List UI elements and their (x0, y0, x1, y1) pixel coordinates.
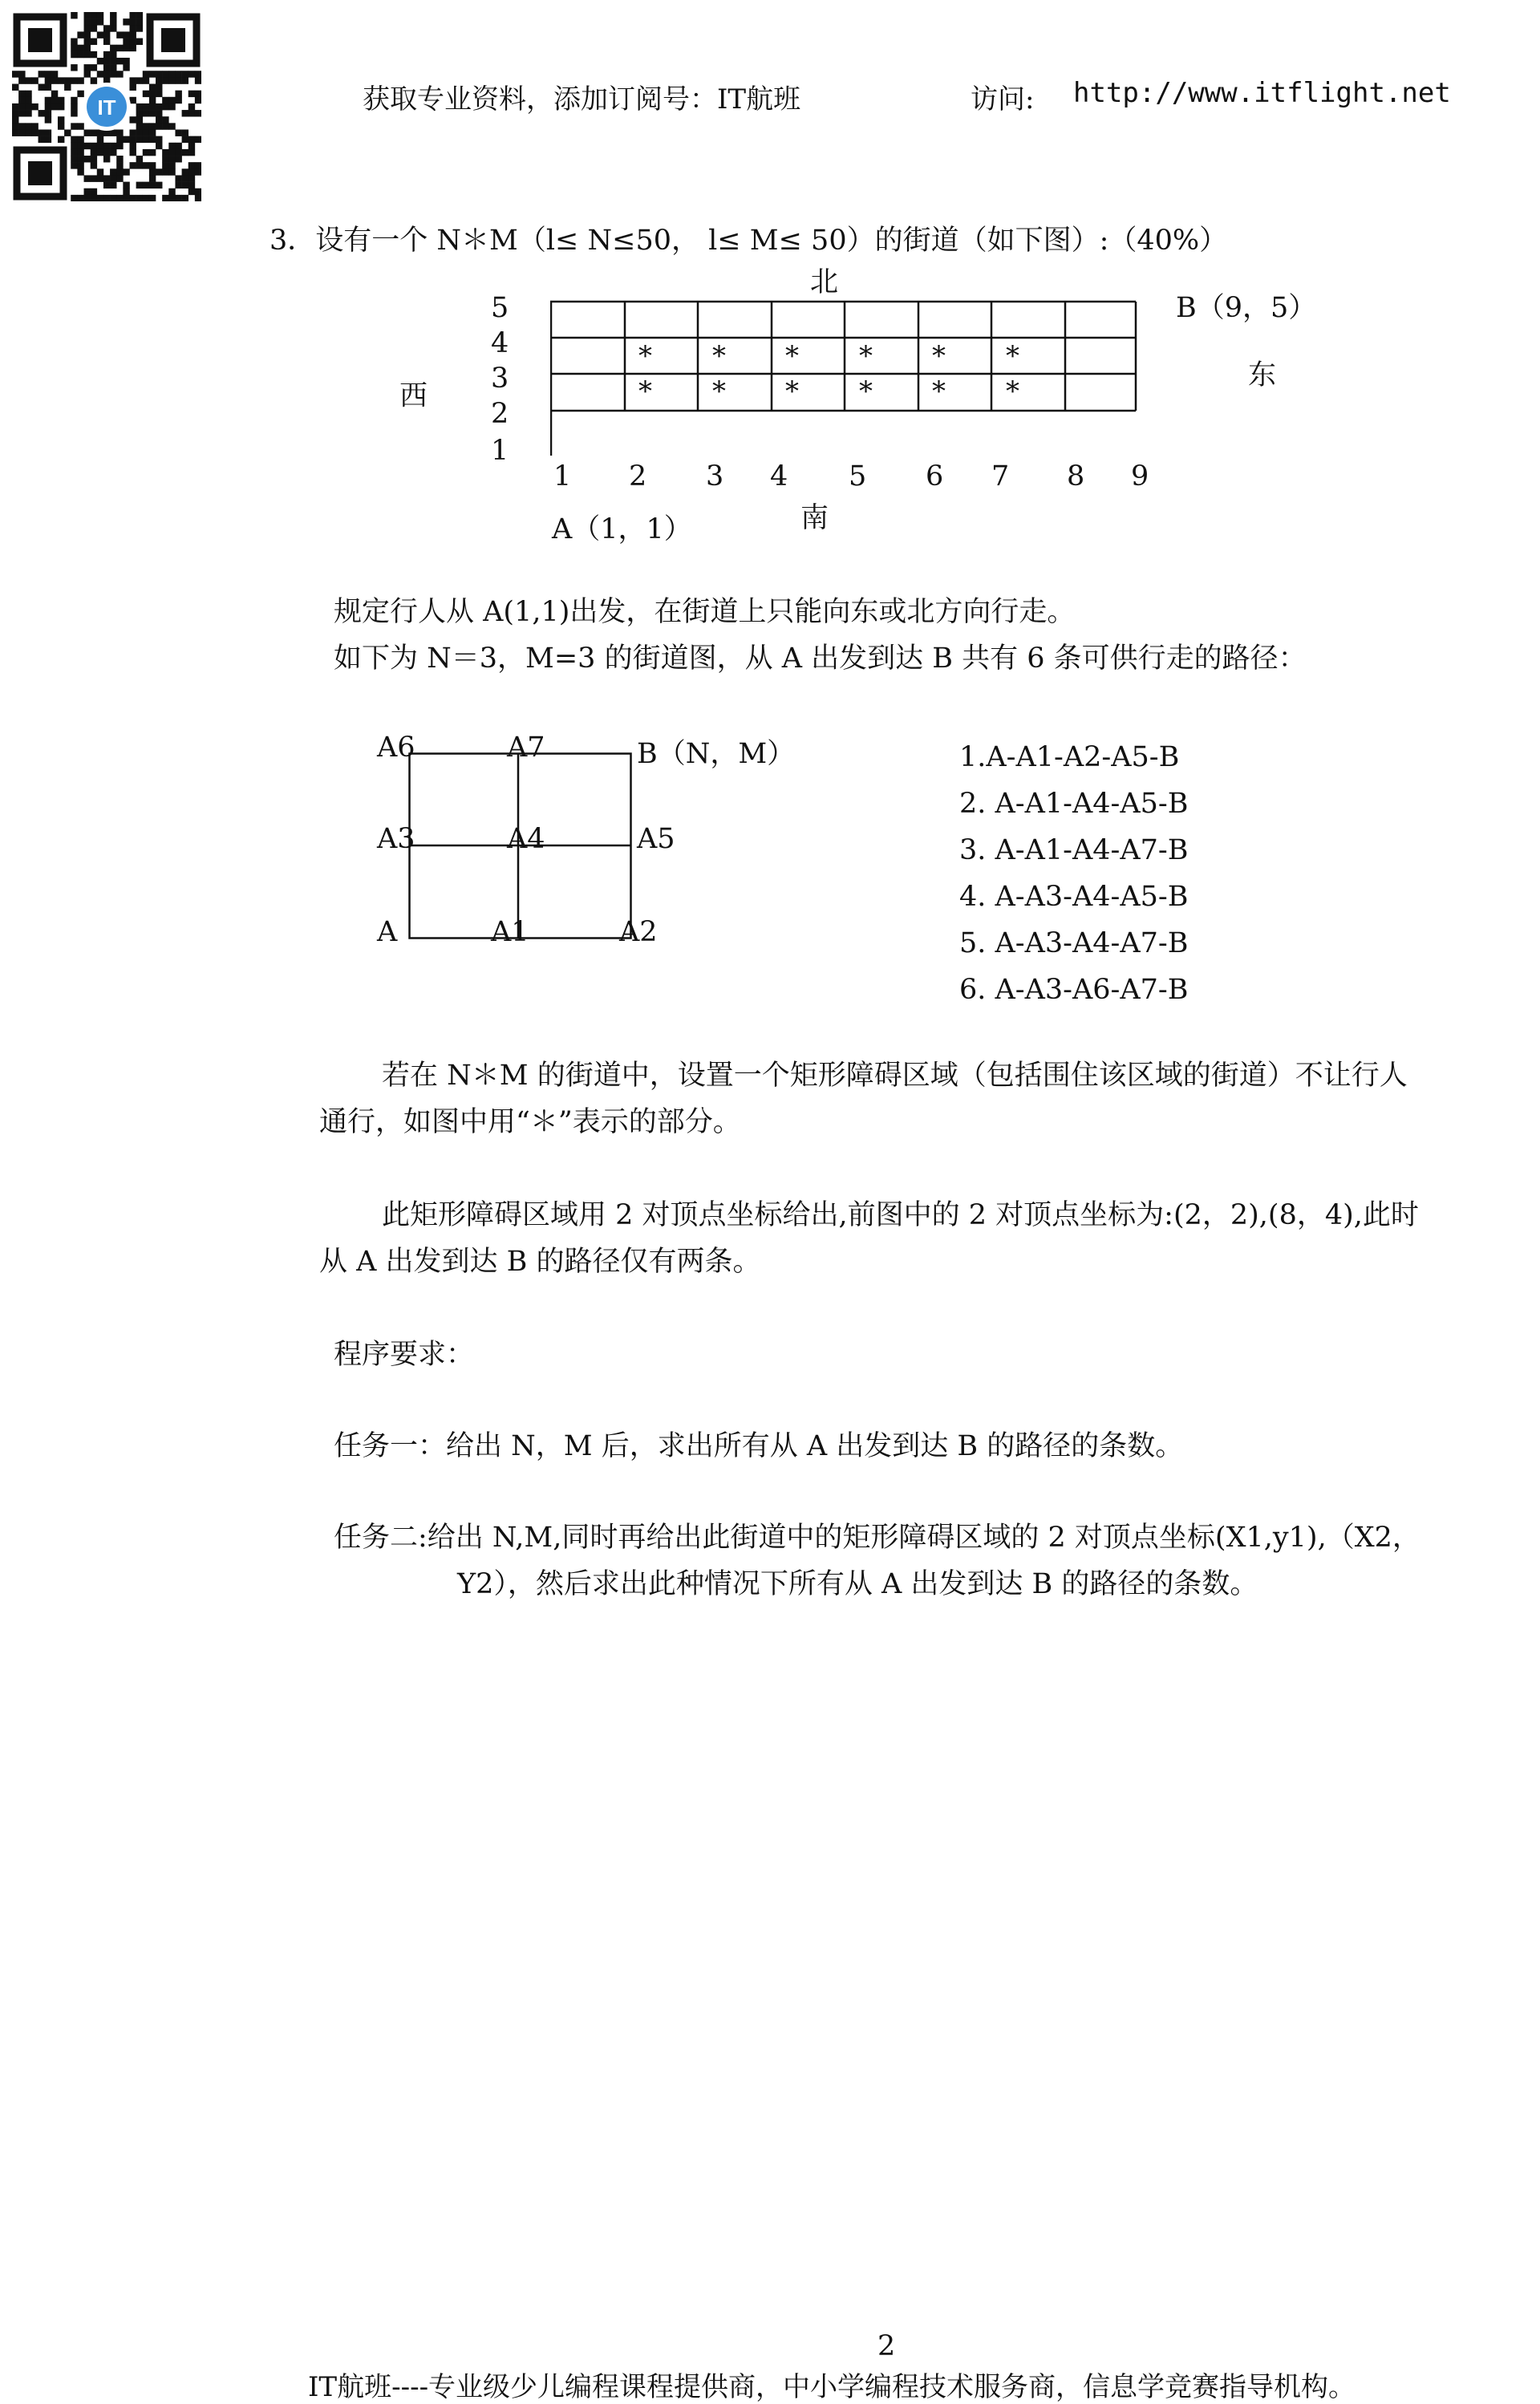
x-tick-label: 7 (991, 460, 1010, 493)
qr-code-icon (12, 12, 201, 201)
node-label-a7: A7 (507, 732, 545, 764)
label-south: 南 (800, 502, 829, 534)
path-list-item: 6. A-A3-A6-A7-B (959, 974, 1189, 1006)
obstacle-paragraph-2-line-1: 此矩形障碍区域用 2 对顶点坐标给出,前图中的 2 对顶点坐标为:(2，2),(8，4),此时 (382, 1199, 1419, 1231)
problem-title: 3．设有一个 N＊M（l≤ N≤50， l≤ M≤ 50）的街道（如下图）:（40%） (270, 225, 1228, 257)
label-point-a: A（1，1） (552, 513, 692, 545)
path-list-item: 4. A-A3-A4-A5-B (959, 881, 1189, 913)
path-list-item: 3. A-A1-A4-A7-B (959, 834, 1189, 866)
x-tick-label: 2 (629, 460, 647, 493)
x-tick-label: 4 (770, 460, 788, 493)
node-label-a4: A4 (507, 823, 545, 855)
page-number: 2 (877, 2330, 896, 2362)
rule-text: 规定行人从 A(1,1)出发，在街道上只能向东或北方向行走。 (334, 596, 1076, 628)
label-east: 东 (1248, 359, 1277, 391)
obstacle-paragraph-1-line-2: 通行，如图中用“＊”表示的部分。 (319, 1106, 741, 1138)
obstacle-star: * (932, 340, 946, 372)
x-tick-label: 3 (706, 460, 724, 493)
obstacle-star: * (785, 340, 799, 372)
requirements-title: 程序要求： (334, 1339, 475, 1371)
header-visit-label: 访问: (971, 83, 1035, 116)
path-list-item: 1.A-A1-A2-A5-B (959, 741, 1180, 773)
node-label-a: A (377, 916, 398, 948)
x-tick-label: 5 (849, 460, 867, 493)
obstacle-star: * (785, 375, 799, 407)
label-point-b: B（9，5） (1176, 292, 1317, 324)
example-intro: 如下为 N＝3，M=3 的街道图，从 A 出发到达 B 共有 6 条可供行走的路径： (334, 643, 1307, 675)
y-tick-label: 3 (491, 363, 509, 395)
task-1: 任务一：给出 N，M 后，求出所有从 A 出发到达 B 的路径的条数。 (334, 1430, 1184, 1462)
obstacle-star: * (712, 375, 726, 407)
obstacle-star: * (859, 375, 873, 407)
path-list-item: 2. A-A1-A4-A5-B (959, 788, 1189, 820)
obstacle-star: * (638, 375, 652, 407)
node-label-a2: A2 (619, 916, 658, 948)
footer-text: IT航班----专业级少儿编程课程提供商，中小学编程技术服务商，信息学竞赛指导机构。 (308, 2371, 1356, 2403)
x-tick-label: 6 (926, 460, 944, 493)
y-tick-label: 5 (491, 292, 509, 324)
path-list-item: 5. A-A3-A4-A7-B (959, 927, 1189, 959)
obstacle-star: * (859, 340, 873, 372)
task-2-line-1: 任务二:给出 N,M,同时再给出此街道中的矩形障碍区域的 2 对顶点坐标(X1,y1),（X2， (334, 1522, 1420, 1554)
y-tick-label: 1 (491, 435, 509, 467)
node-label-a1: A1 (491, 916, 529, 948)
node-label-a5: A5 (637, 823, 675, 855)
obstacle-star: * (932, 375, 946, 407)
obstacle-star: * (712, 340, 726, 372)
task-2-line-2: Y2），然后求出此种情况下所有从 A 出发到达 B 的路径的条数。 (457, 1568, 1258, 1600)
node-label-a3: A3 (377, 823, 415, 855)
obstacle-paragraph-2-line-2: 从 A 出发到达 B 的路径仅有两条。 (319, 1246, 761, 1278)
qr-logo-text: IT (97, 95, 116, 120)
y-tick-label: 4 (491, 327, 509, 359)
obstacle-star: * (1006, 340, 1019, 372)
x-tick-label: 9 (1131, 460, 1149, 493)
obstacle-star: * (1006, 375, 1019, 407)
node-label-a6: A6 (377, 732, 415, 764)
label-north: 北 (810, 266, 839, 298)
x-tick-label: 8 (1067, 460, 1085, 493)
y-tick-label: 2 (491, 398, 509, 430)
header-url[interactable]: http://www.itflight.net (1073, 77, 1451, 109)
obstacle-star: * (638, 340, 652, 372)
obstacle-paragraph-1-line-1: 若在 N＊M 的街道中，设置一个矩形障碍区域（包括围住该区域的街道）不让行人 (382, 1060, 1408, 1092)
x-tick-label: 1 (553, 460, 572, 493)
label-west: 西 (399, 380, 428, 412)
header-promo: 获取专业资料，添加订阅号：IT航班 (363, 83, 801, 116)
node-label-b: B（N，M） (637, 738, 796, 770)
